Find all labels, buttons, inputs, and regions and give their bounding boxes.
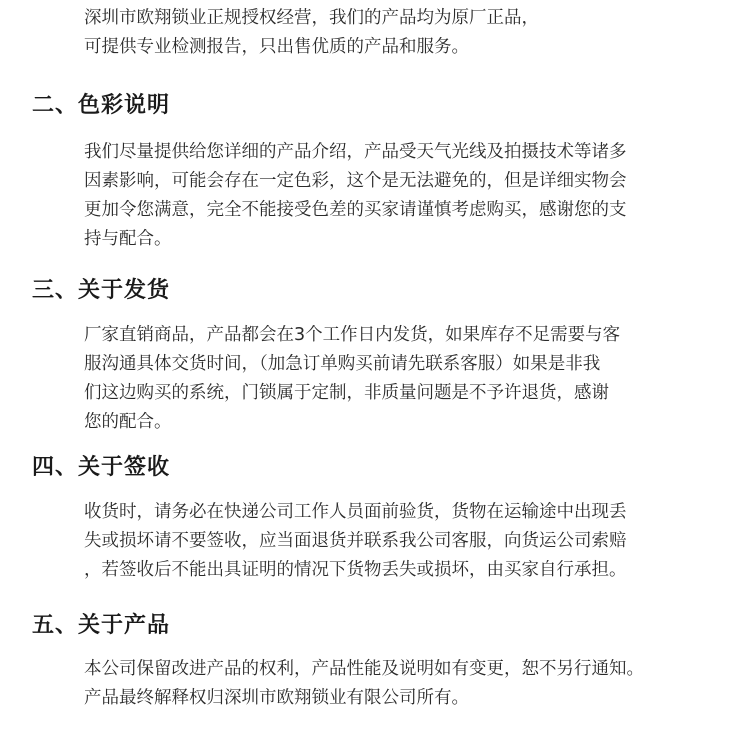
section-title-color: 二、色彩说明 (32, 93, 171, 118)
text-line: 更加令您满意，完全不能接受色差的买家请谨慎考虑购买，感谢您的支 (84, 200, 627, 220)
text-line: 失或损坏请不要签收，应当面退货并联系我公司客服，向货运公司索赔 (84, 531, 627, 551)
text-line: 因素影响，可能会存在一定色彩，这个是无法避免的，但是详细实物会 (84, 171, 627, 191)
section-title-shipping: 三、关于发货 (32, 278, 171, 303)
text-line: 产品最终解释权归深圳市欧翔锁业有限公司所有。 (84, 688, 469, 708)
text-line: 收货时，请务必在快递公司工作人员面前验货，货物在运输途中出现丢 (84, 502, 627, 522)
section-body-shipping (84, 321, 724, 437)
text-line: 您的配合。 (84, 412, 172, 432)
section-title-receipt: 四、关于签收 (32, 455, 171, 480)
text-line: 我们尽量提供给您详细的产品介绍，产品受天气光线及拍摄技术等诸多 (84, 142, 627, 162)
text-line: 服沟通具体交货时间，（加急订单购买前请先联系客服）如果是非我 (84, 354, 601, 374)
text-line: 本公司保留改进产品的权利，产品性能及说明如有变更，恕不另行通知。 (84, 659, 644, 679)
text-line: 持与配合。 (84, 229, 172, 249)
section-body-receipt (84, 498, 724, 585)
intro-paragraph (84, 4, 724, 62)
text-line: 厂家直销商品，产品都会在3个工作日内发货，如果库存不足需要与客 (84, 325, 621, 345)
text-line: 们这边购买的系统，门锁属于定制，非质量问题是不予许退货，感谢 (84, 383, 609, 403)
text-line: 可提供专业检测报告，只出售优质的产品和服务。 (84, 37, 469, 57)
section-title-product: 五、关于产品 (32, 613, 171, 638)
section-body-product (84, 655, 724, 713)
text-line: ，若签收后不能出具证明的情况下货物丢失或损坏，由买家自行承担。 (84, 560, 627, 580)
text-line: 深圳市欧翔锁业正规授权经营，我们的产品均为原厂正品， (84, 8, 539, 28)
section-body-color (84, 138, 724, 254)
